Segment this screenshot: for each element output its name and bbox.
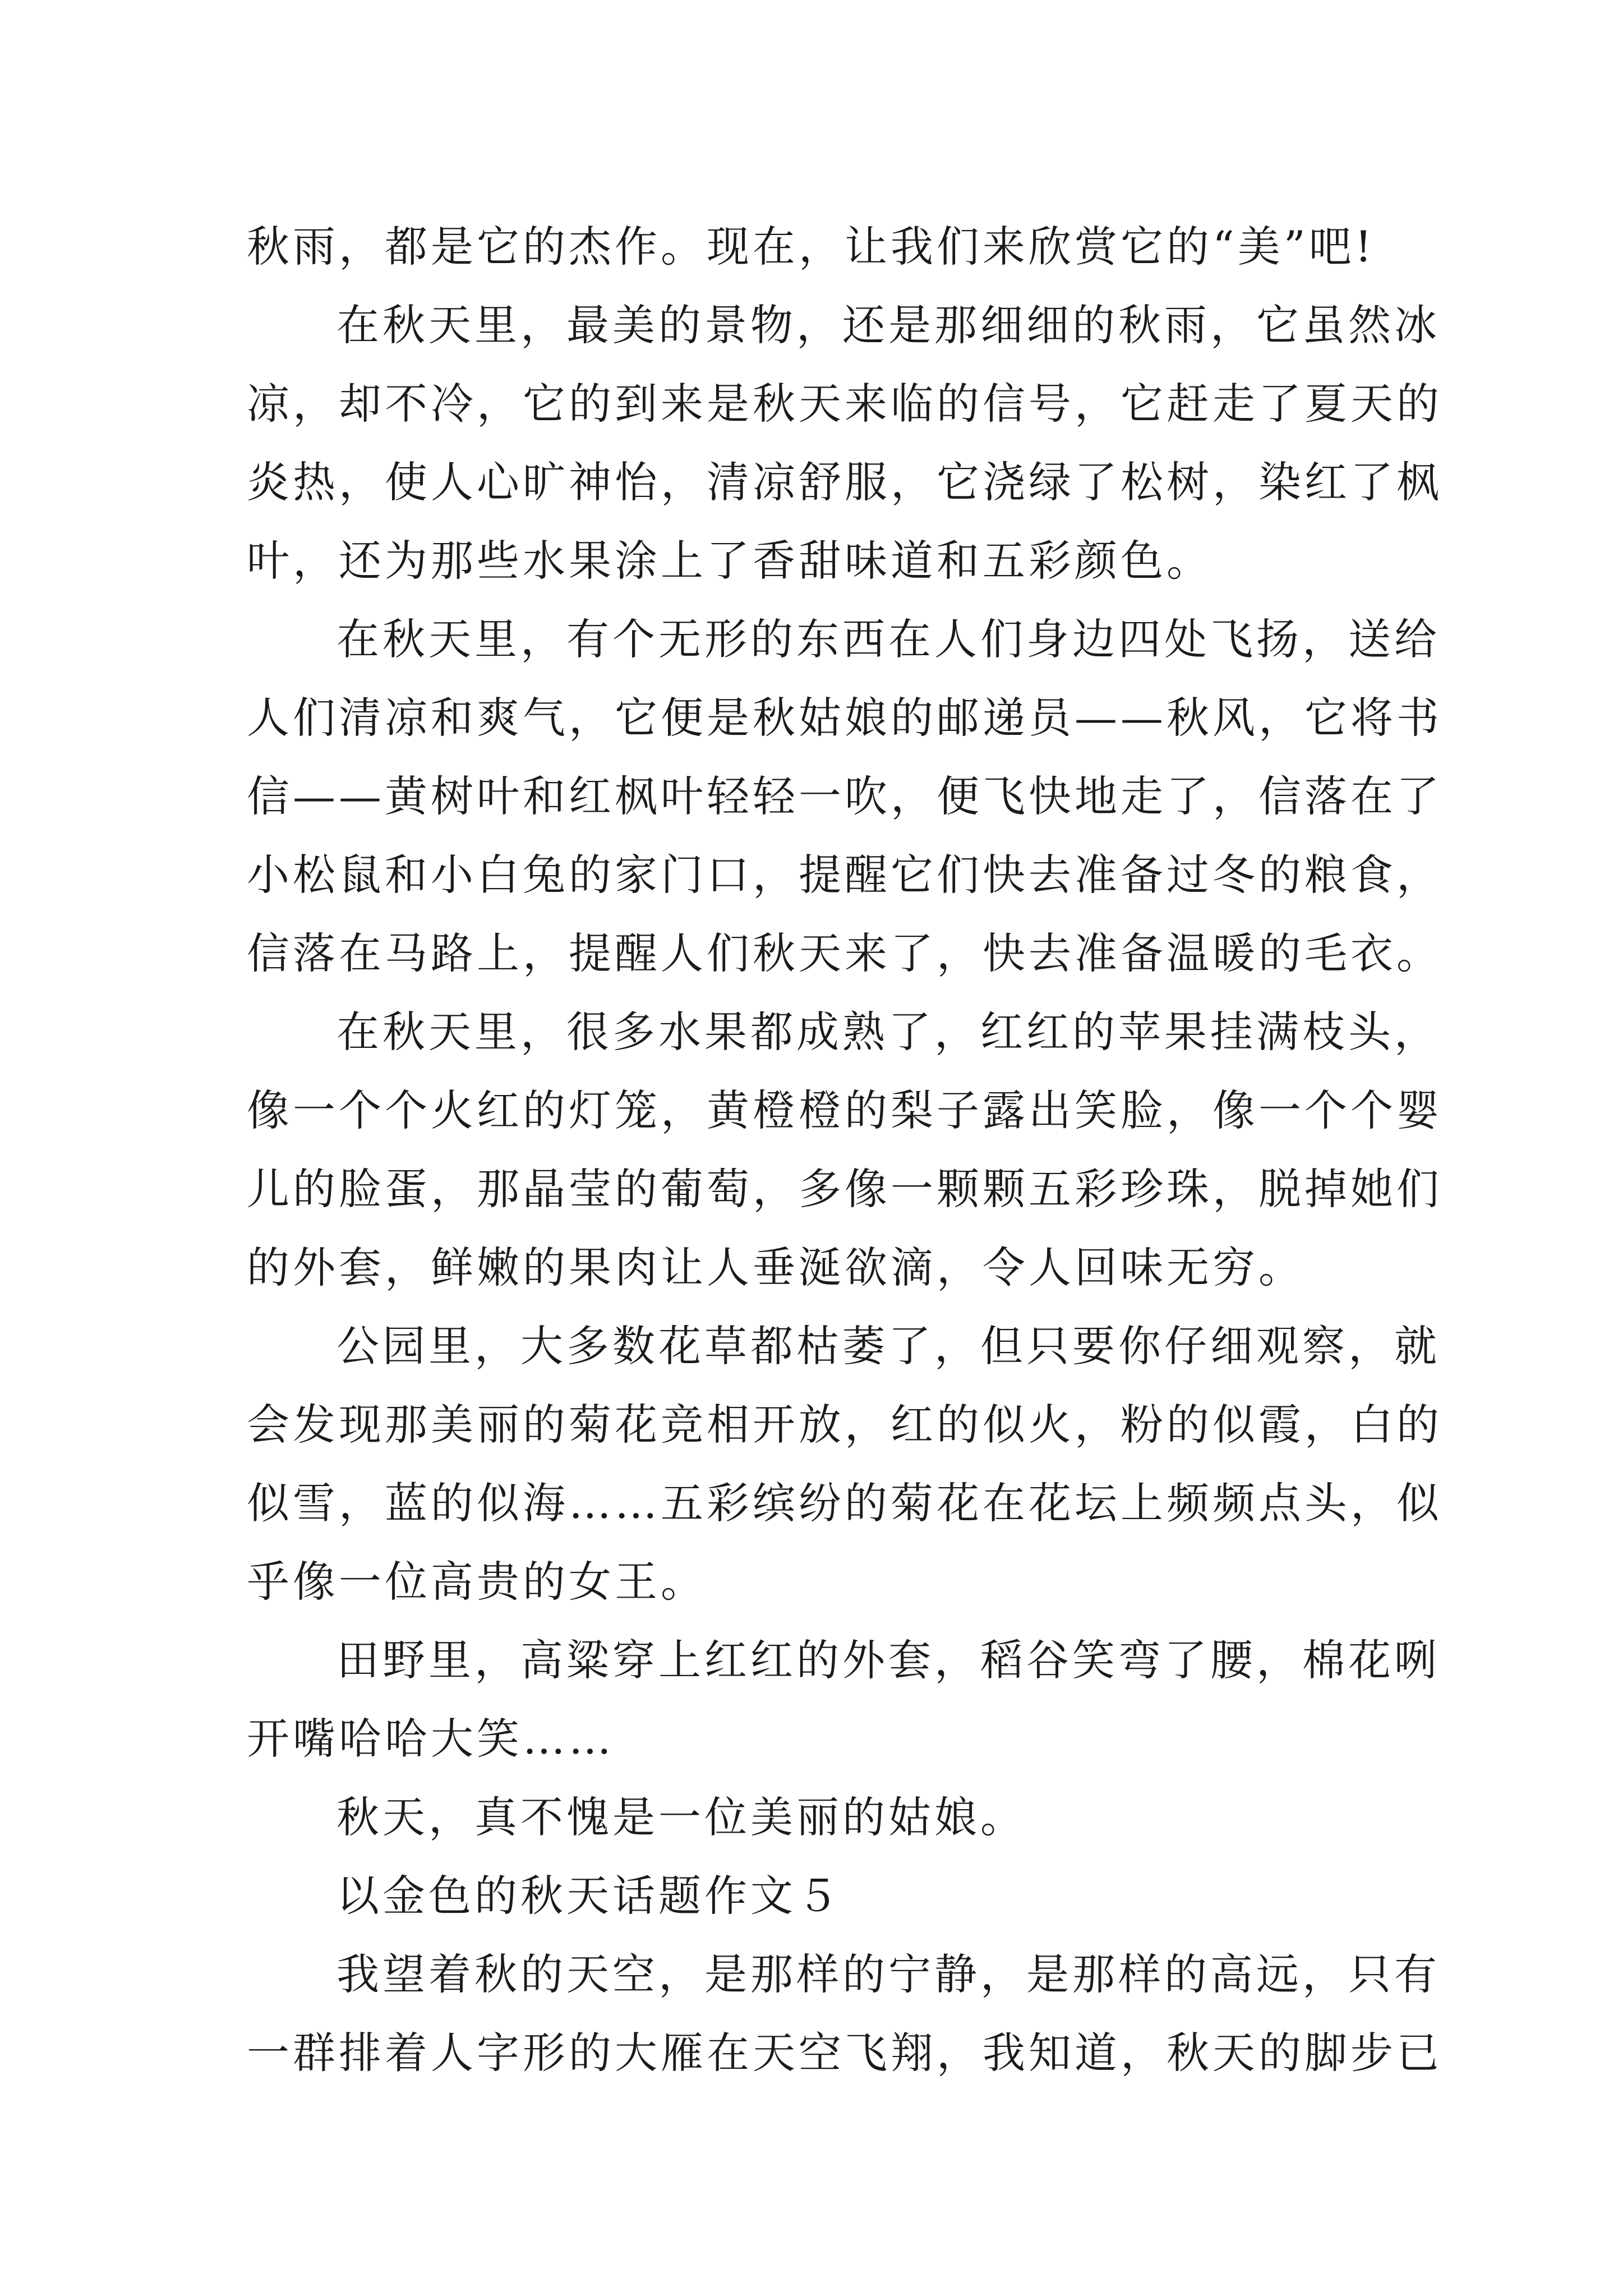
text-line: 叶，还为那些水果涂上了香甜味道和五彩颜色。 [247,536,1212,586]
text-line: 人们清凉和爽气，它便是秋姑娘的邮递员——秋风，它将书 [247,693,1442,743]
text-line: 似雪，蓝的似海……五彩缤纷的菊花在花坛上频频点头，似 [247,1478,1442,1528]
text-line: 在秋天里，最美的景物，还是那细细的秋雨，它虽然冰 [336,300,1440,350]
text-line: 像一个个火红的灯笼，黄橙橙的梨子露出笑脸，像一个个婴 [247,1085,1442,1135]
text-line: 田野里，高粱穿上红红的外套，稻谷笑弯了腰，棉花咧 [336,1635,1440,1685]
text-line: 乎像一位高贵的女王。 [247,1557,707,1607]
text-line: 在秋天里，很多水果都成熟了，红红的苹果挂满枝头， [336,1007,1440,1057]
text-line: 炎热，使人心旷神怡，清凉舒服，它浇绿了松树，染红了枫 [247,457,1442,507]
text-line: 会发现那美丽的菊花竞相开放，红的似火，粉的似霞，白的 [247,1400,1442,1450]
text-line: 公园里，大多数花草都枯萎了，但只要你仔细观察，就 [336,1321,1440,1371]
text-line: 的外套，鲜嫩的果肉让人垂涎欲滴，令人回味无穷。 [247,1243,1304,1292]
text-line: 信落在马路上，提醒人们秋天来了，快去准备温暖的毛衣。 [247,928,1442,978]
document-body [247,208,1442,2092]
text-line: 开嘴哈哈大笑…… [247,1714,615,1764]
text-line: 一群排着人字形的大雁在天空飞翔，我知道，秋天的脚步已 [247,2028,1442,2078]
section-heading: 以金色的秋天话题作文５ [336,1871,842,1921]
text-line: 秋天，真不愧是一位美丽的姑娘。 [336,1792,1026,1842]
text-line: 凉，却不冷，它的到来是秋天来临的信号，它赶走了夏天的 [247,379,1442,429]
text-line: 儿的脸蛋，那晶莹的葡萄，多像一颗颗五彩珍珠，脱掉她们 [247,1164,1442,1214]
text-line: 在秋天里，有个无形的东西在人们身边四处飞扬，送给 [336,614,1440,664]
text-line: 信——黄树叶和红枫叶轻轻一吹，便飞快地走了，信落在了 [247,771,1442,821]
text-line: 小松鼠和小白兔的家门口，提醒它们快去准备过冬的粮食， [247,850,1442,900]
text-line: 秋雨，都是它的杰作。现在，让我们来欣赏它的“美”吧! [247,222,1376,272]
text-line: 我望着秋的天空，是那样的宁静，是那样的高远，只有 [336,1949,1440,1999]
